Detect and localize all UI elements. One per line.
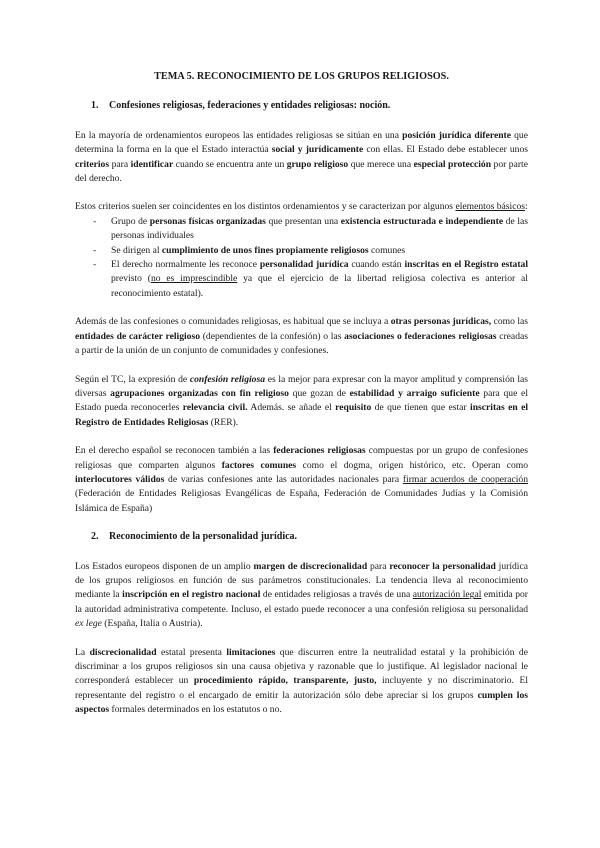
section-number: 2.	[91, 531, 99, 543]
bold-text: especial protección	[413, 158, 492, 170]
bold-text: cumplen los aspectos	[75, 689, 528, 716]
text: con ellas. El Estado debe establecer unos	[363, 144, 528, 156]
bold-text: margen de discrecionalidad	[253, 560, 368, 572]
text: El derecho normalmente les reconoce	[111, 259, 260, 271]
paragraph	[75, 646, 528, 718]
text: de que tienen que estar	[371, 402, 471, 414]
text: Los Estados europeos disponen de un amplio	[75, 560, 254, 572]
bold-text: grupo religioso	[286, 158, 349, 170]
paragraph	[75, 373, 528, 431]
text: En la mayoría de ordenamientos europeos las entidades religiosas se sitúan en una	[75, 129, 403, 141]
bold-text: posición jurídica diferente	[402, 129, 512, 141]
bold-text: agrupaciones organizadas con fin religioso	[110, 387, 289, 399]
text: creadas a partir de la unión de un conjunto de comunidades y confesiones.	[75, 330, 528, 357]
text: para	[109, 158, 131, 170]
bold-italic-text: confesión religiosa	[189, 373, 266, 385]
text: :	[525, 201, 528, 213]
text: que presentan una	[265, 215, 341, 227]
underlined-text: no es imprescindible	[150, 273, 238, 285]
text: Además. se añade el	[247, 402, 336, 414]
text: cuando están	[348, 259, 405, 271]
text: Grupo de	[111, 215, 150, 227]
section-heading-1	[75, 99, 528, 113]
text: para que el Estado pueda reconocerles	[75, 387, 528, 414]
text: de entidades religiosas a través de una	[260, 589, 413, 601]
text: La	[75, 646, 90, 658]
bold-text: interlocutores válidos	[75, 473, 165, 485]
text: previsto (	[111, 273, 151, 285]
page-title: TEMA 5. RECONOCIMIENTO DE LOS GRUPOS RELIGIOSOS.	[154, 71, 449, 82]
text: (RER).	[208, 416, 239, 428]
text: (dependientes de la confesión) o las	[200, 330, 345, 342]
text: que merece una	[348, 158, 414, 170]
bold-text: personas físicas organizadas	[149, 215, 266, 227]
bold-text: inscritas en el Registro de Entidades Religiosas	[75, 402, 529, 428]
bold-text: federaciones religiosas	[273, 445, 366, 457]
text: por parte del derecho.	[75, 158, 528, 185]
text: formales determinados en los estatutos o no.	[109, 704, 282, 716]
paragraph	[75, 200, 528, 214]
text: incluyente y no discriminatorio. El representante del registro o el encargado de emitir la autorización sólo debe apreciar si los grupos	[75, 675, 528, 701]
bold-text: procedimiento rápido, transparente, justo,	[193, 675, 377, 687]
bold-text: factores comunes	[221, 459, 297, 471]
list-item	[93, 215, 528, 244]
section-title: Confesiones religiosas, federaciones y entidades religiosas: noción.	[109, 100, 391, 112]
paragraph	[75, 129, 528, 187]
bold-text: otras personas jurídicas,	[390, 316, 492, 328]
text: En el derecho español se reconocen también a las	[75, 445, 274, 457]
bold-text: discrecionalidad	[89, 646, 157, 658]
bold-text: relevancia civil.	[182, 402, 248, 414]
bold-text: limitaciones	[226, 646, 276, 658]
text: que determina la forma en la que el Estado interactúa	[75, 129, 528, 156]
italic-text: ex lege	[75, 618, 102, 630]
bold-text: asociaciones o federaciones religiosas	[344, 330, 497, 342]
text: Además de las confesiones o comunidades religiosas, es habitual que se incluya a	[75, 316, 391, 328]
bold-text: identificar	[130, 158, 174, 170]
paragraph	[75, 560, 528, 632]
section-number: 1.	[91, 100, 99, 112]
text: cuando se encuentra ante un	[173, 158, 287, 170]
list-item	[93, 244, 528, 258]
bold-text: inscritas en el Registro estatal	[404, 259, 528, 271]
text: Estos criterios suelen ser coincidentes en los distintos ordenamientos y se caracterizan por algunos	[75, 201, 456, 213]
text: como las	[491, 316, 529, 328]
text: compuestas por un grupo de confesiones religiosas que comparten algunos	[75, 445, 528, 471]
paragraph	[75, 315, 528, 358]
bold-text: existencia estructurada e independiente	[340, 215, 504, 227]
section-title: Reconocimiento de la personalidad jurídica.	[109, 531, 298, 543]
text: como el dogma, origen histórico, etc. Operan como	[296, 459, 529, 471]
bold-text: personalidad jurídica	[259, 259, 349, 271]
bold-text: inscripción en el registro nacional	[122, 589, 261, 601]
text: (España, Italia o Austria).	[101, 618, 203, 630]
bold-text: social y jurídicamente	[271, 144, 364, 156]
bullet-list	[75, 215, 528, 301]
text: ya que el ejercicio de la libertad religiosa colectiva es anterior al reconocimiento estatal).	[111, 273, 528, 299]
text: para	[367, 560, 390, 572]
bold-text: requisito	[335, 402, 372, 414]
text: que gozan de	[288, 387, 350, 399]
text: que discurren entre la neutralidad estatal y la prohibición de discriminar a los grupos religiosos sin una causa objetiva y razonable que lo justifique. Al legislador nacional le corresponderá establecer un	[75, 646, 528, 687]
text: jurídica de los grupos religiosos en función de sus parámetros constitucionales. La tendencia lleva al reconocimiento mediante la	[75, 560, 528, 601]
underlined-text: firmar acuerdos de cooperación	[402, 473, 528, 485]
text: de varias confesiones ante las autoridades nacionales para	[164, 473, 403, 485]
text: es la mejor para expresar con la mayor amplitud y comprensión las diversas	[75, 373, 529, 399]
underlined-text: elementos básicos	[455, 201, 525, 213]
bold-text: cumplimiento de unos fines propiamente religiosos	[161, 244, 369, 256]
section-heading-2	[75, 530, 528, 544]
bold-text: reconocer la personalidad	[389, 560, 496, 572]
text: estatal presenta	[156, 646, 227, 658]
text: Se dirigen al	[111, 244, 162, 256]
bold-text: criterios	[75, 158, 110, 170]
text: (Federación de Entidades Religiosas Evangélicas de España, Federación de Comunidades Judías y la Comisión Islámica de España)	[75, 488, 528, 514]
bold-text: estabilidad y arraigo suficiente	[349, 387, 480, 399]
underlined-text: autorización legal	[412, 589, 482, 601]
text: de las personas individuales	[111, 215, 529, 242]
text: comunes	[368, 244, 406, 256]
paragraph	[75, 444, 528, 516]
text: Según el TC, la expresión de	[75, 373, 190, 385]
text: emitida por la autoridad administrativa competente. Incluso, el estado puede reconocer a una confesión religiosa su personalidad	[75, 589, 529, 615]
bold-text: entidades de carácter religioso	[75, 330, 200, 342]
list-item	[93, 258, 528, 301]
